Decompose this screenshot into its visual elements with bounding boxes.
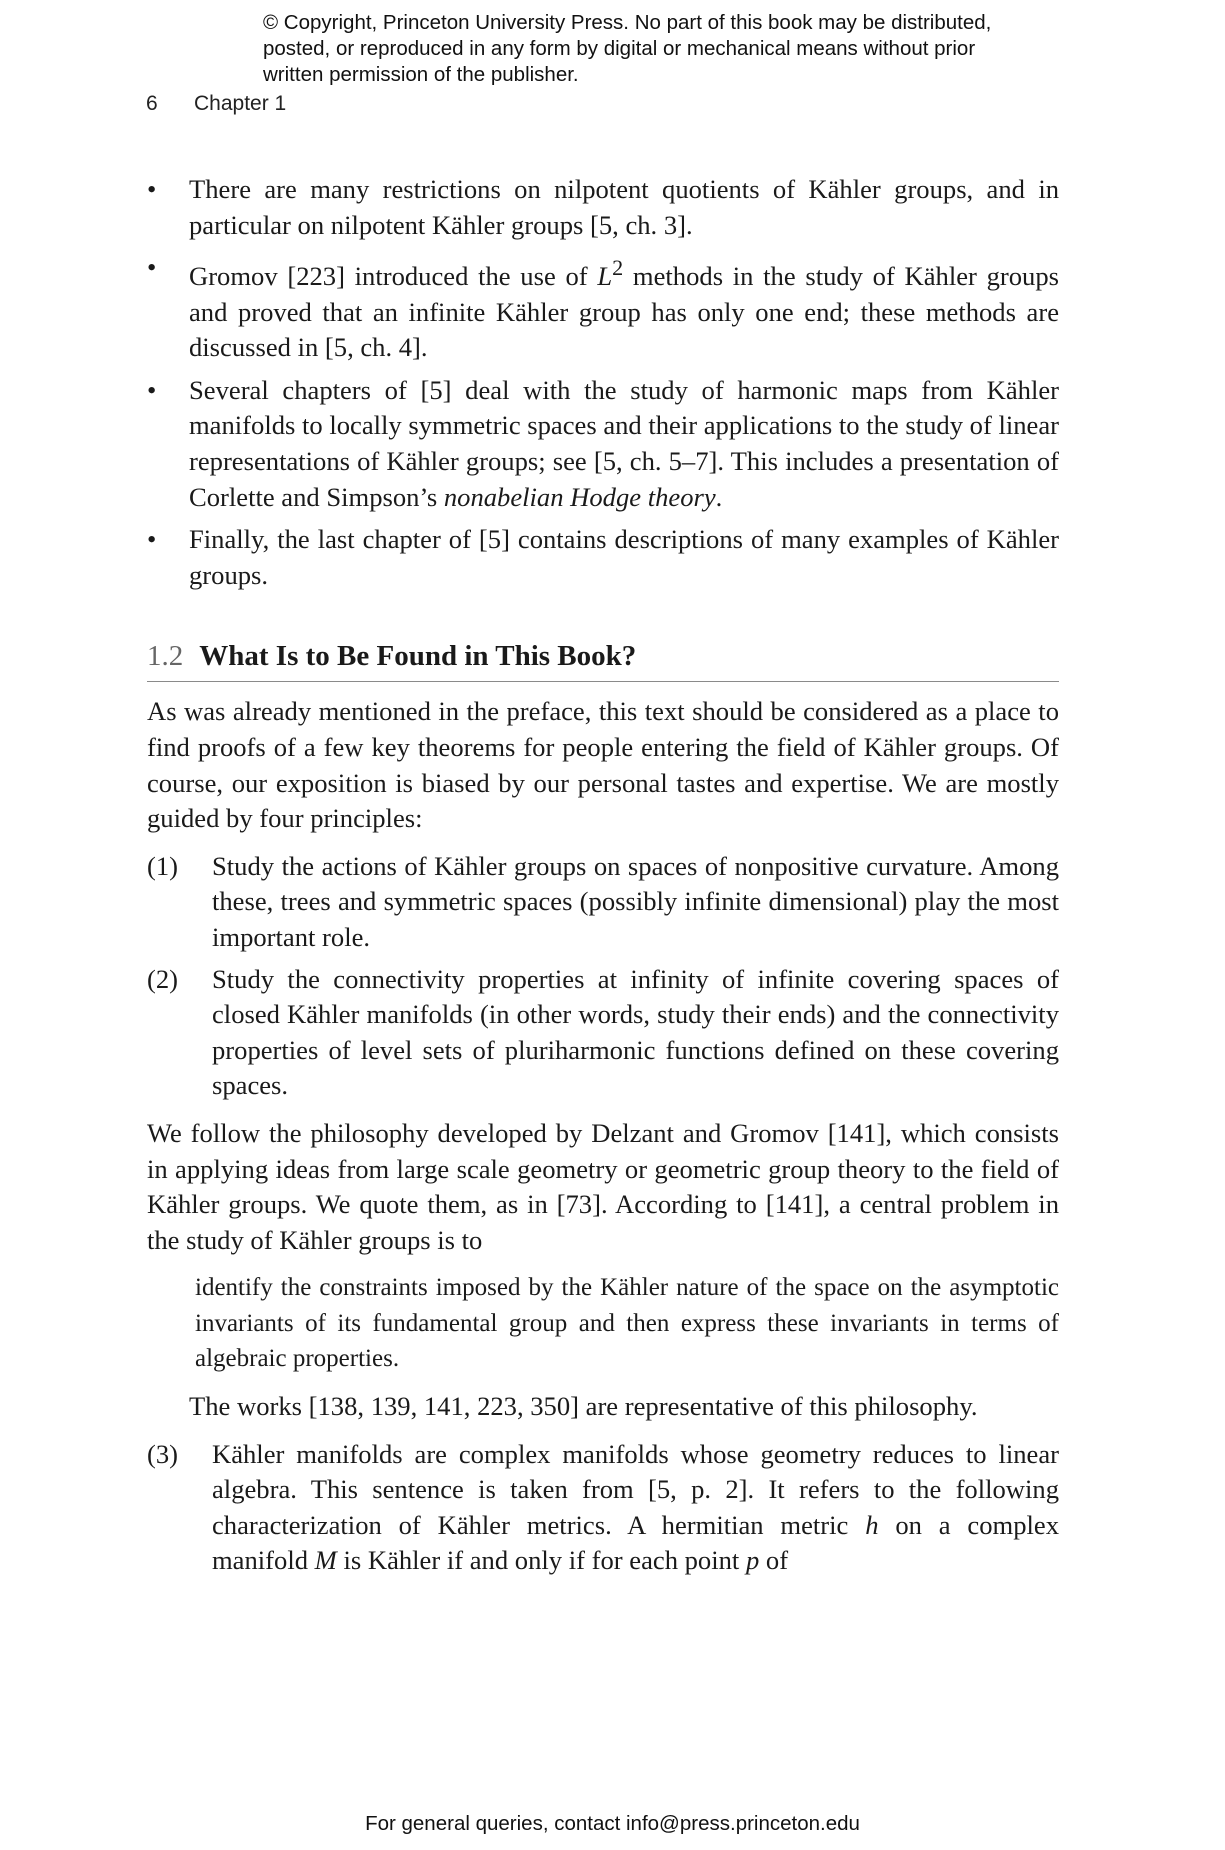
text-run: on a complex manifold [212, 1509, 1059, 1576]
list-item [147, 849, 1059, 956]
running-head [146, 92, 286, 116]
bullet-icon: • [147, 374, 157, 405]
item-label: (3) [147, 1438, 179, 1469]
bullet-text: methods in the study of Kähler groups and proved that an infinite Kähler group has only one end; these methods are discussed in [5, ch. 4]. [189, 261, 1059, 363]
section-title: What Is to Be Found in This Book? [199, 640, 637, 673]
principles-list [147, 849, 1059, 1104]
philosophy-paragraph: We follow the philosophy developed by Delzant and Gromov [141], which consists in applying ideas from large scale geometry or geometric group theory to the field of Kähler groups. We quote them, as in [73]. According to [141], a central problem in the study of Kähler groups is to [147, 1117, 1059, 1255]
block-quote: identify the constraints imposed by the Kähler nature of the space on the asymptotic invariants of its fundamental group and then express these invariants in terms of algebraic properties. [195, 1274, 1059, 1373]
chapter-label: Chapter 1 [194, 92, 287, 115]
section-heading [147, 637, 1059, 682]
item-label: (1) [147, 850, 179, 881]
math-p: p [745, 1545, 760, 1576]
bullet-text-prefix: Gromov [223] introduced the use of [189, 261, 598, 292]
bullet-list [147, 172, 1059, 593]
list-item [147, 373, 1059, 515]
math-m: M [314, 1545, 337, 1576]
item-text [212, 1439, 1059, 1576]
page-number: 6 [146, 92, 158, 115]
item-text: Study the connectivity properties at infinity of infinite covering spaces of closed Kähler manifolds (in other words, study their ends) and the connectivity properties of level sets of pluriharmonic functions defined on these covering spaces. [212, 963, 1059, 1101]
text-run: of [759, 1545, 789, 1576]
list-item [147, 962, 1059, 1104]
bullet-text: There are many restrictions on nilpotent quotients of Kähler groups, and in particular on nilpotent Kähler groups [5, ch. 3]. [189, 174, 1059, 240]
item-text: Study the actions of Kähler groups on spaces of nonpositive curvature. Among these, trees and symmetric spaces (possibly infinite dimensional) play the most important role. [212, 850, 1059, 952]
copyright-notice: © Copyright, Princeton University Press. No part of this book may be distributed, posted, or reproduced in any form by digital or mechanical means without prior written permission of the publisher. [263, 11, 992, 86]
text-run: Kähler manifolds are complex manifolds whose geometry reduces to linear algebra. This sentence is taken from [5, p. 2]. It refers to the following characterization of Kähler metrics. A hermitian metric [212, 1438, 1059, 1540]
page-body [147, 172, 1059, 1585]
list-item [147, 172, 1059, 243]
math-superscript: 2 [612, 255, 624, 281]
bullet-icon: • [147, 524, 157, 555]
section-number: 1.2 [147, 640, 184, 673]
works-paragraph: The works [138, 139, 141, 223, 350] are representative of this philosophy. [189, 1391, 978, 1422]
text-run: is Kähler if and only if for each point [336, 1545, 746, 1576]
principles-list-continued [147, 1437, 1059, 1579]
bullet-icon: • [147, 252, 157, 283]
bullet-text: Several chapters of [5] deal with the study of harmonic maps from Kähler manifolds to locally symmetric spaces and their applications to the study of linear representations of Kähler groups; see [5, ch. 5–7]. This includes a presentation of Corlette and Simpson’s [189, 374, 1059, 512]
intro-paragraph: As was already mentioned in the preface, this text should be considered as a place to find proofs of a few key theorems for people entering the field of Kähler groups. Of course, our exposition is biased by our personal tastes and expertise. We are mostly guided by four principles: [147, 696, 1059, 834]
bullet-icon: • [147, 174, 157, 204]
bullet-text: Finally, the last chapter of [5] contains descriptions of many examples of Kähler groups. [189, 524, 1059, 590]
list-item [147, 522, 1059, 593]
list-item [147, 1437, 1059, 1579]
footer-contact: For general queries, contact info@press.princeton.edu [365, 1812, 860, 1835]
emphasis-term: nonabelian Hodge theory [443, 481, 716, 512]
math-h: h [865, 1509, 879, 1540]
bullet-text-end: . [715, 481, 723, 512]
list-item [147, 250, 1059, 366]
math-l: L [597, 261, 613, 292]
item-label: (2) [147, 963, 179, 994]
